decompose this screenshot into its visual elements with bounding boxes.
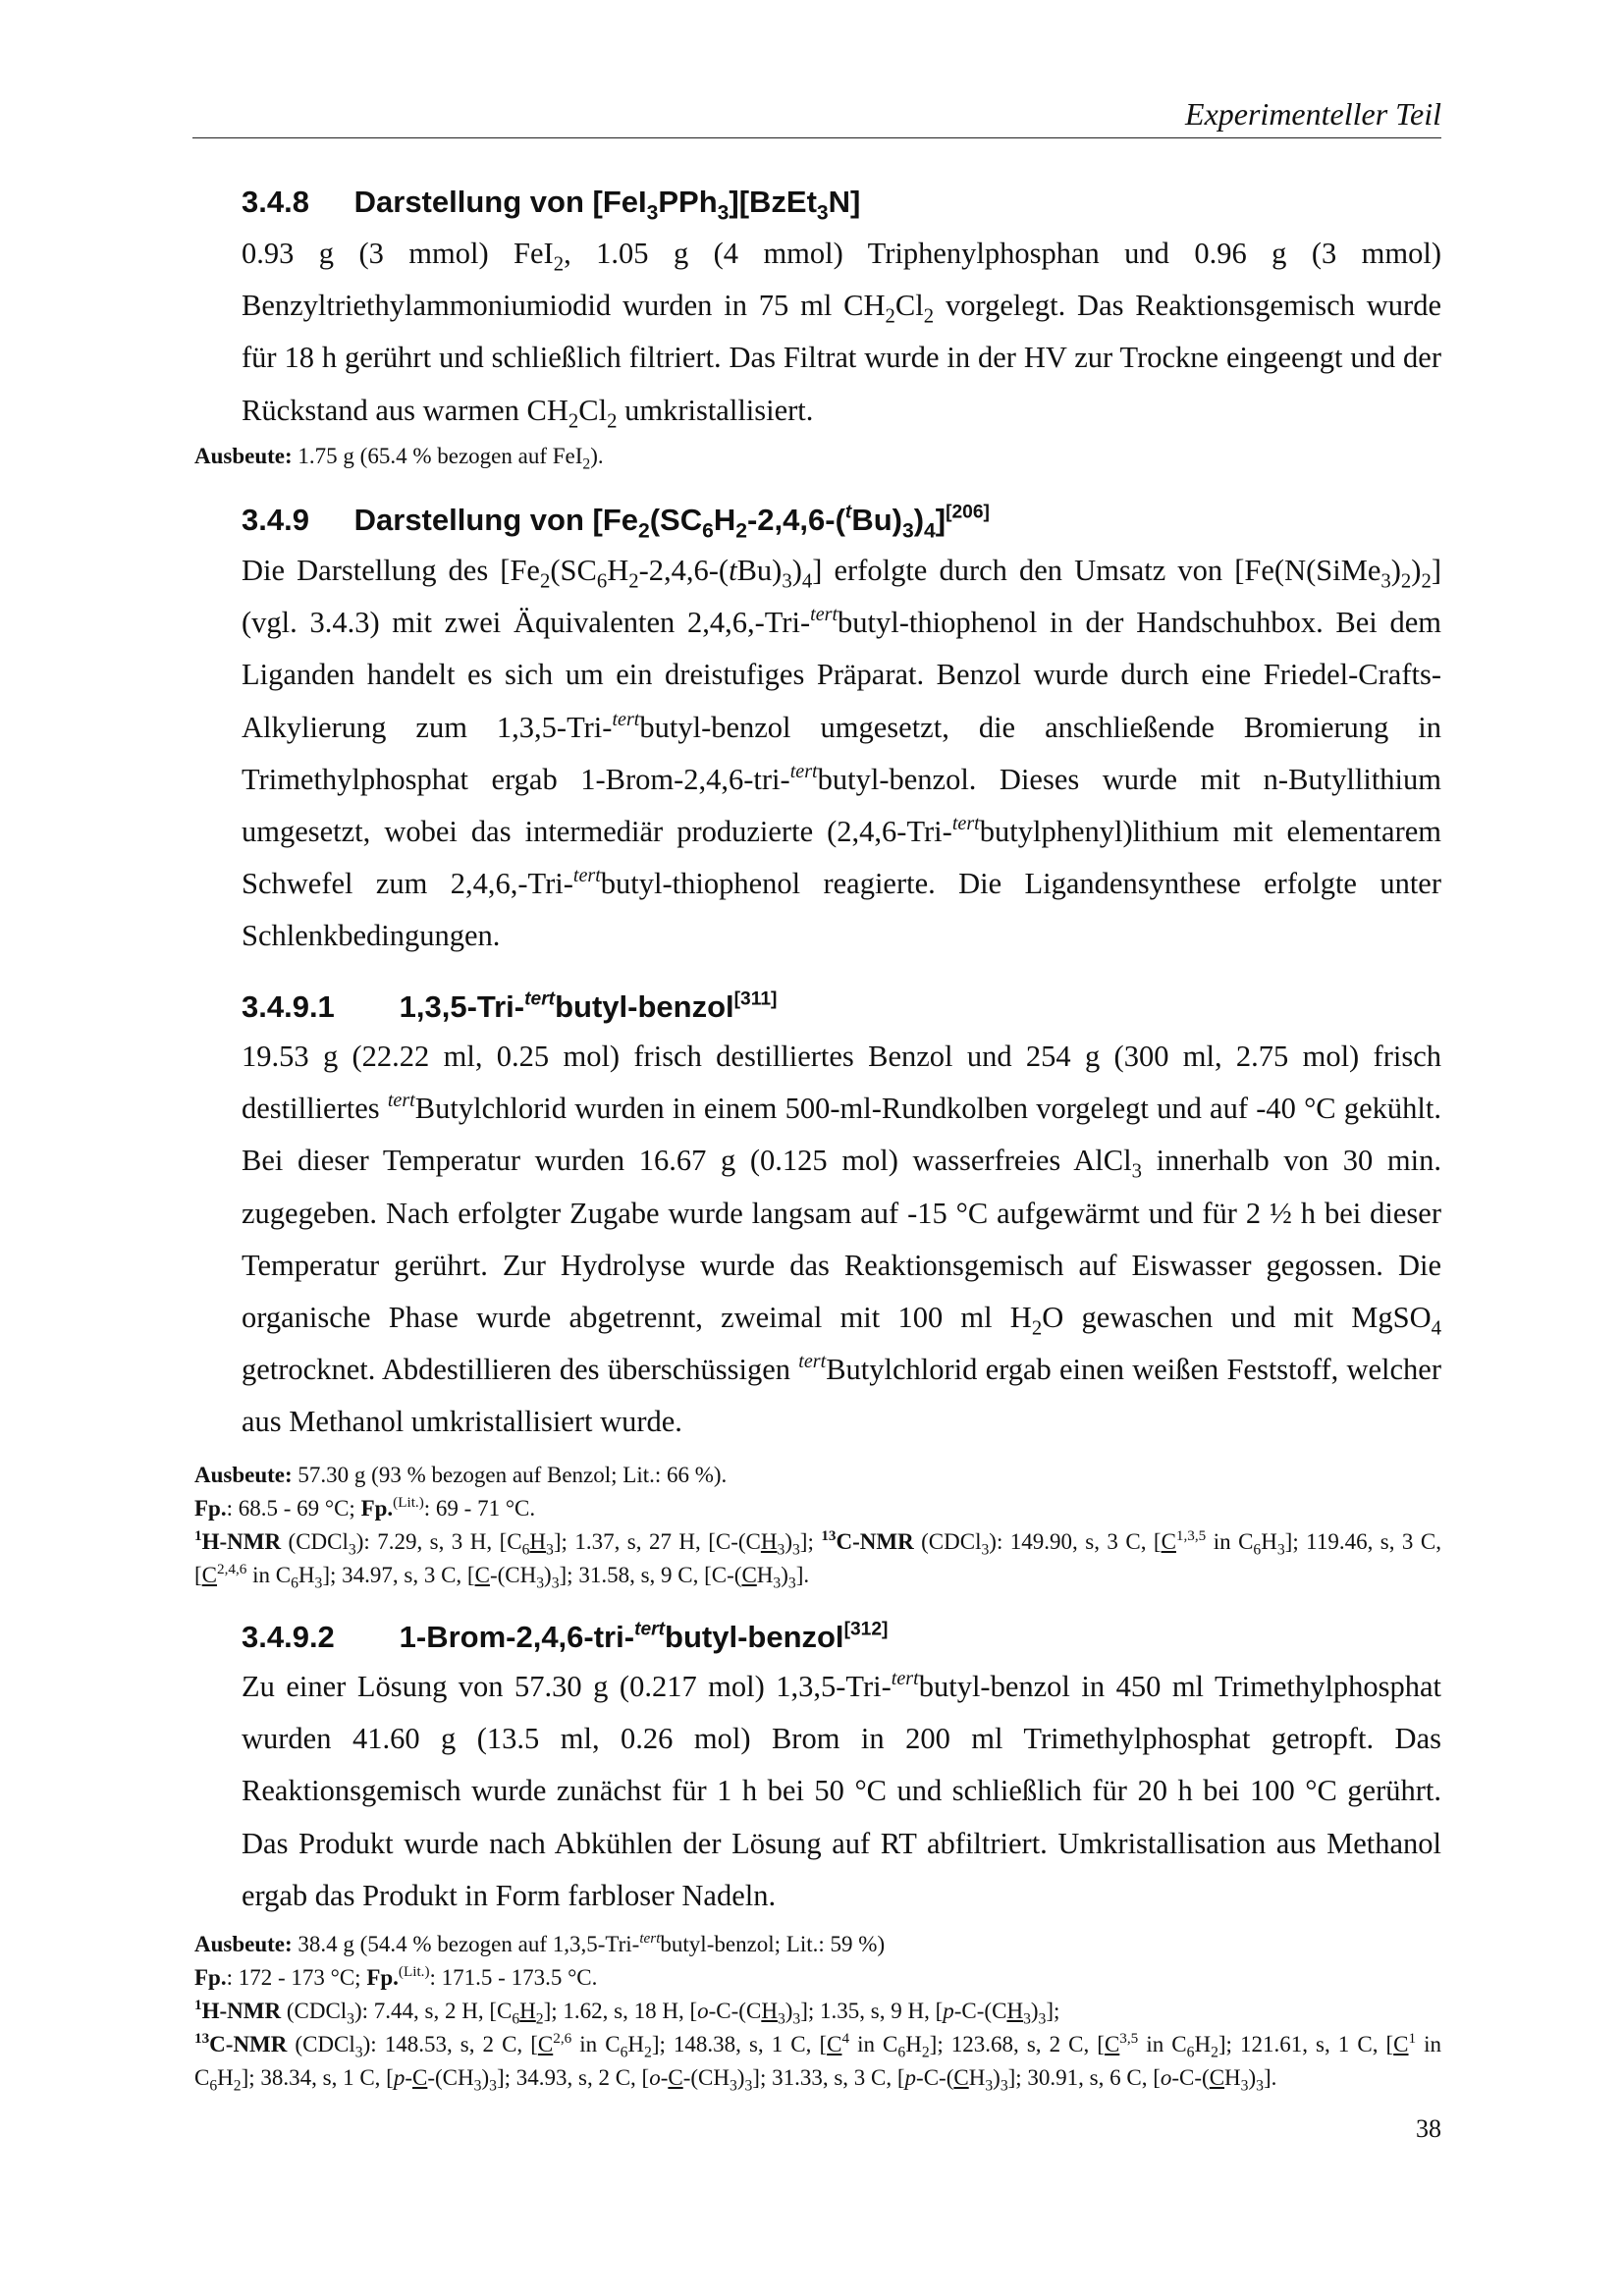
c-nmr-3-4-9-2: $^{13}$C-NMR (CDCl$_3$): 148.53, s, 2 C, [$C^{2,6}$ in $C_6H_2$]; 148.38, s, 1 C, [$C^4$ in $C_6H_2$]; 123.68, s, 2 C, [$C^{3,5}$ in $C_6H_2$]; 121.61, s, 1 C, [$C^1$ in $C_6H_2$]; 38.34, s, 1 C, $[p-C-(CH_3)_3]$; 34.93, s, 2 C, $[o-C-(CH_3)_3]$; 31.33, s, 3 C, $[p-C-(CH_3)_3]$; 30.91, s, 6 C, $[o-C-(CH_3)_3]$.: [194, 2029, 1442, 2095]
page-header: [192, 90, 1441, 138]
paragraph-3-4-8: 0.93 g (3 mmol) FeI$_2$, 1.05 g (4 mmol) Triphenylphosphan und 0.96 g (3 mmol) Benzyltriethylammoniumiodid wurden in 75 ml $CH_2Cl_2$ vorgelegt. Das Reaktionsgemisch wurde für 18 h gerührt und schließlich filtriert. Das Filtrat wurde in der HV zur Trockne eingeengt und der Rückstand aus warmen $CH_2Cl_2$ umkristallisiert.: [242, 237, 1441, 432]
yield-3-4-9-2: Ausbeute: 38.4 g (54.4 % bezogen auf 1,3,5-Tri-$^{tert}$butyl-benzol; Lit.: 59 %): [194, 1929, 886, 1956]
data-3-4-9-1: [194, 1459, 1441, 1592]
nmr-3-4-9-1: $^1$H-NMR (CDCl$_3$): 7.29, s, 3 H, $[C_6H_3]$; 1.37, s, 27 H, $[C-(CH_3)_3]$; $^{13}$C-NMR (CDCl$_3$): 149.90, s, 3 C, [$C^{1,3,5}$ in $C_6H_3$]; 119.46, s, 3 C, [$C^{2,4,6}$ in $C_6H_3$]; 34.97, s, 3 C, $[C-(CH_3)_3]$; 31.58, s, 9 C, $[C-(CH_3)_3]$.: [194, 1526, 1441, 1592]
section-heading-3-4-9-2: 3.4.9.2 1-Brom-2,4,6-tri-$^{tert}$butyl-benzol[312]: [242, 1619, 889, 1654]
h-nmr-3-4-9-2: $^1$H-NMR (CDCl$_3$): 7.44, s, 2 H, $[C_6H_2]$; 1.62, s, 18 H, $[o-C-(CH_3)_3]$; 1.35, s, 9 H, $[p-C-(CH_3)_3]$;: [194, 1996, 1060, 2028]
paragraph-3-4-9: Die Darstellung des $[Fe_2(SC_6H_2-2,4,6-(tBu)_3)_4]$ erfolgte durch den Umsatz von $[Fe(N(SiMe_3)_2)_2]$ (vgl. 3.4.3) mit zwei Äquivalenten 2,4,6,-Tri-$^{tert}$butyl-thiophenol in der Handschuhbox. Bei dem Liganden handelt es sich um ein dreistufiges Präparat. Benzol wurde durch eine Friedel-Crafts-Alkylierung zum 1,3,5-Tri-$^{tert}$butyl-benzol umgesetzt, die anschließende Bromierung in Trimethylphosphat ergab 1-Brom-2,4,6-tri-$^{tert}$butyl-benzol. Dieses wurde mit n-Butyllithium umgesetzt, wobei das intermediär produzierte (2,4,6-Tri-$^{tert}$butylphenyl)lithium mit elementarem Schwefel zum 2,4,6,-Tri-$^{tert}$butyl-thiophenol reagierte. Die Ligandensynthese erfolgte unter Schlenkbedingungen.: [242, 554, 1442, 953]
data-3-4-9-2: [194, 1928, 1441, 2095]
yield-3-4-9-1: Ausbeute: 57.30 g (93 % bezogen auf Benzol; Lit.: 66 %).: [194, 1463, 728, 1487]
paragraph-3-4-9-2: Zu einer Lösung von 57.30 g (0.217 mol) 1,3,5-Tri-$^{tert}$butyl-benzol in 450 ml Trimethylphosphat wurden 41.60 g (13.5 ml, 0.26 mol) Brom in 200 ml Trimethylphosphat getropft. Das Reaktionsgemisch wurde zunächst für 1 h bei 50 °C und schließlich für 20 h bei 100 °C gerührt. Das Produkt wurde nach Abkühlen der Lösung auf RT abfiltriert. Umkristallisation aus Methanol ergab das Produkt in Form farbloser Nadeln.: [242, 1667, 1441, 1912]
header-title: Experimenteller Teil: [1185, 96, 1441, 132]
section-heading-3-4-9: 3.4.9 Darstellung von $[Fe_2(SC_6H_2-2,4,6-(^tBu)_3)_4][206]$: [242, 502, 990, 543]
paragraph-3-4-9-1: 19.53 g (22.22 ml, 0.25 mol) frisch destilliertes Benzol und 254 g (300 ml, 2.75 mol) frisch destilliertes $^{tert}$Butylchlorid wurden in einem 500-ml-Rundkolben vorgelegt und auf -40 °C gekühlt. Bei dieser Temperatur wurden 16.67 g (0.125 mol) wasserfreies AlCl$_3$ innerhalb von 30 min. zugegeben. Nach erfolgter Zugabe wurde langsam auf -15 °C aufgewärmt und für 2 ½ h bei dieser Temperatur gerührt. Zur Hydrolyse wurde das Reaktionsgemisch auf Eiswasser gegossen. Die organische Phase wurde abgetrennt, zweimal mit 100 ml $H_2O$ gewaschen und mit MgSO$_4$ getrocknet. Abdestillieren des überschüssigen $^{tert}$Butylchlorid ergab einen weißen Feststoff, welcher aus Methanol umkristallisiert wurde.: [242, 1040, 1441, 1439]
section-heading-3-4-8: 3.4.8 Darstellung von [FeI$_3$PPh$_3$][BzEt$_3$N]: [242, 185, 861, 225]
section-heading-3-4-9-1: 3.4.9.1 1,3,5-Tri-$^{tert}$butyl-benzol[311]: [242, 988, 778, 1024]
melting-point-3-4-9-1: Fp.: 68.5 - 69 °C; Fp.$^{(Lit.)}$: 69 - 71 °C.: [194, 1493, 536, 1521]
page-number: 38: [1416, 2114, 1441, 2143]
melting-point-3-4-9-2: Fp.: 172 - 173 °C; Fp.$^{(Lit.)}$: 171.5 - 173.5 °C.: [194, 1962, 598, 1990]
yield-3-4-8: Ausbeute: 1.75 g (65.4 % bezogen auf FeI$_2$).: [194, 444, 604, 473]
